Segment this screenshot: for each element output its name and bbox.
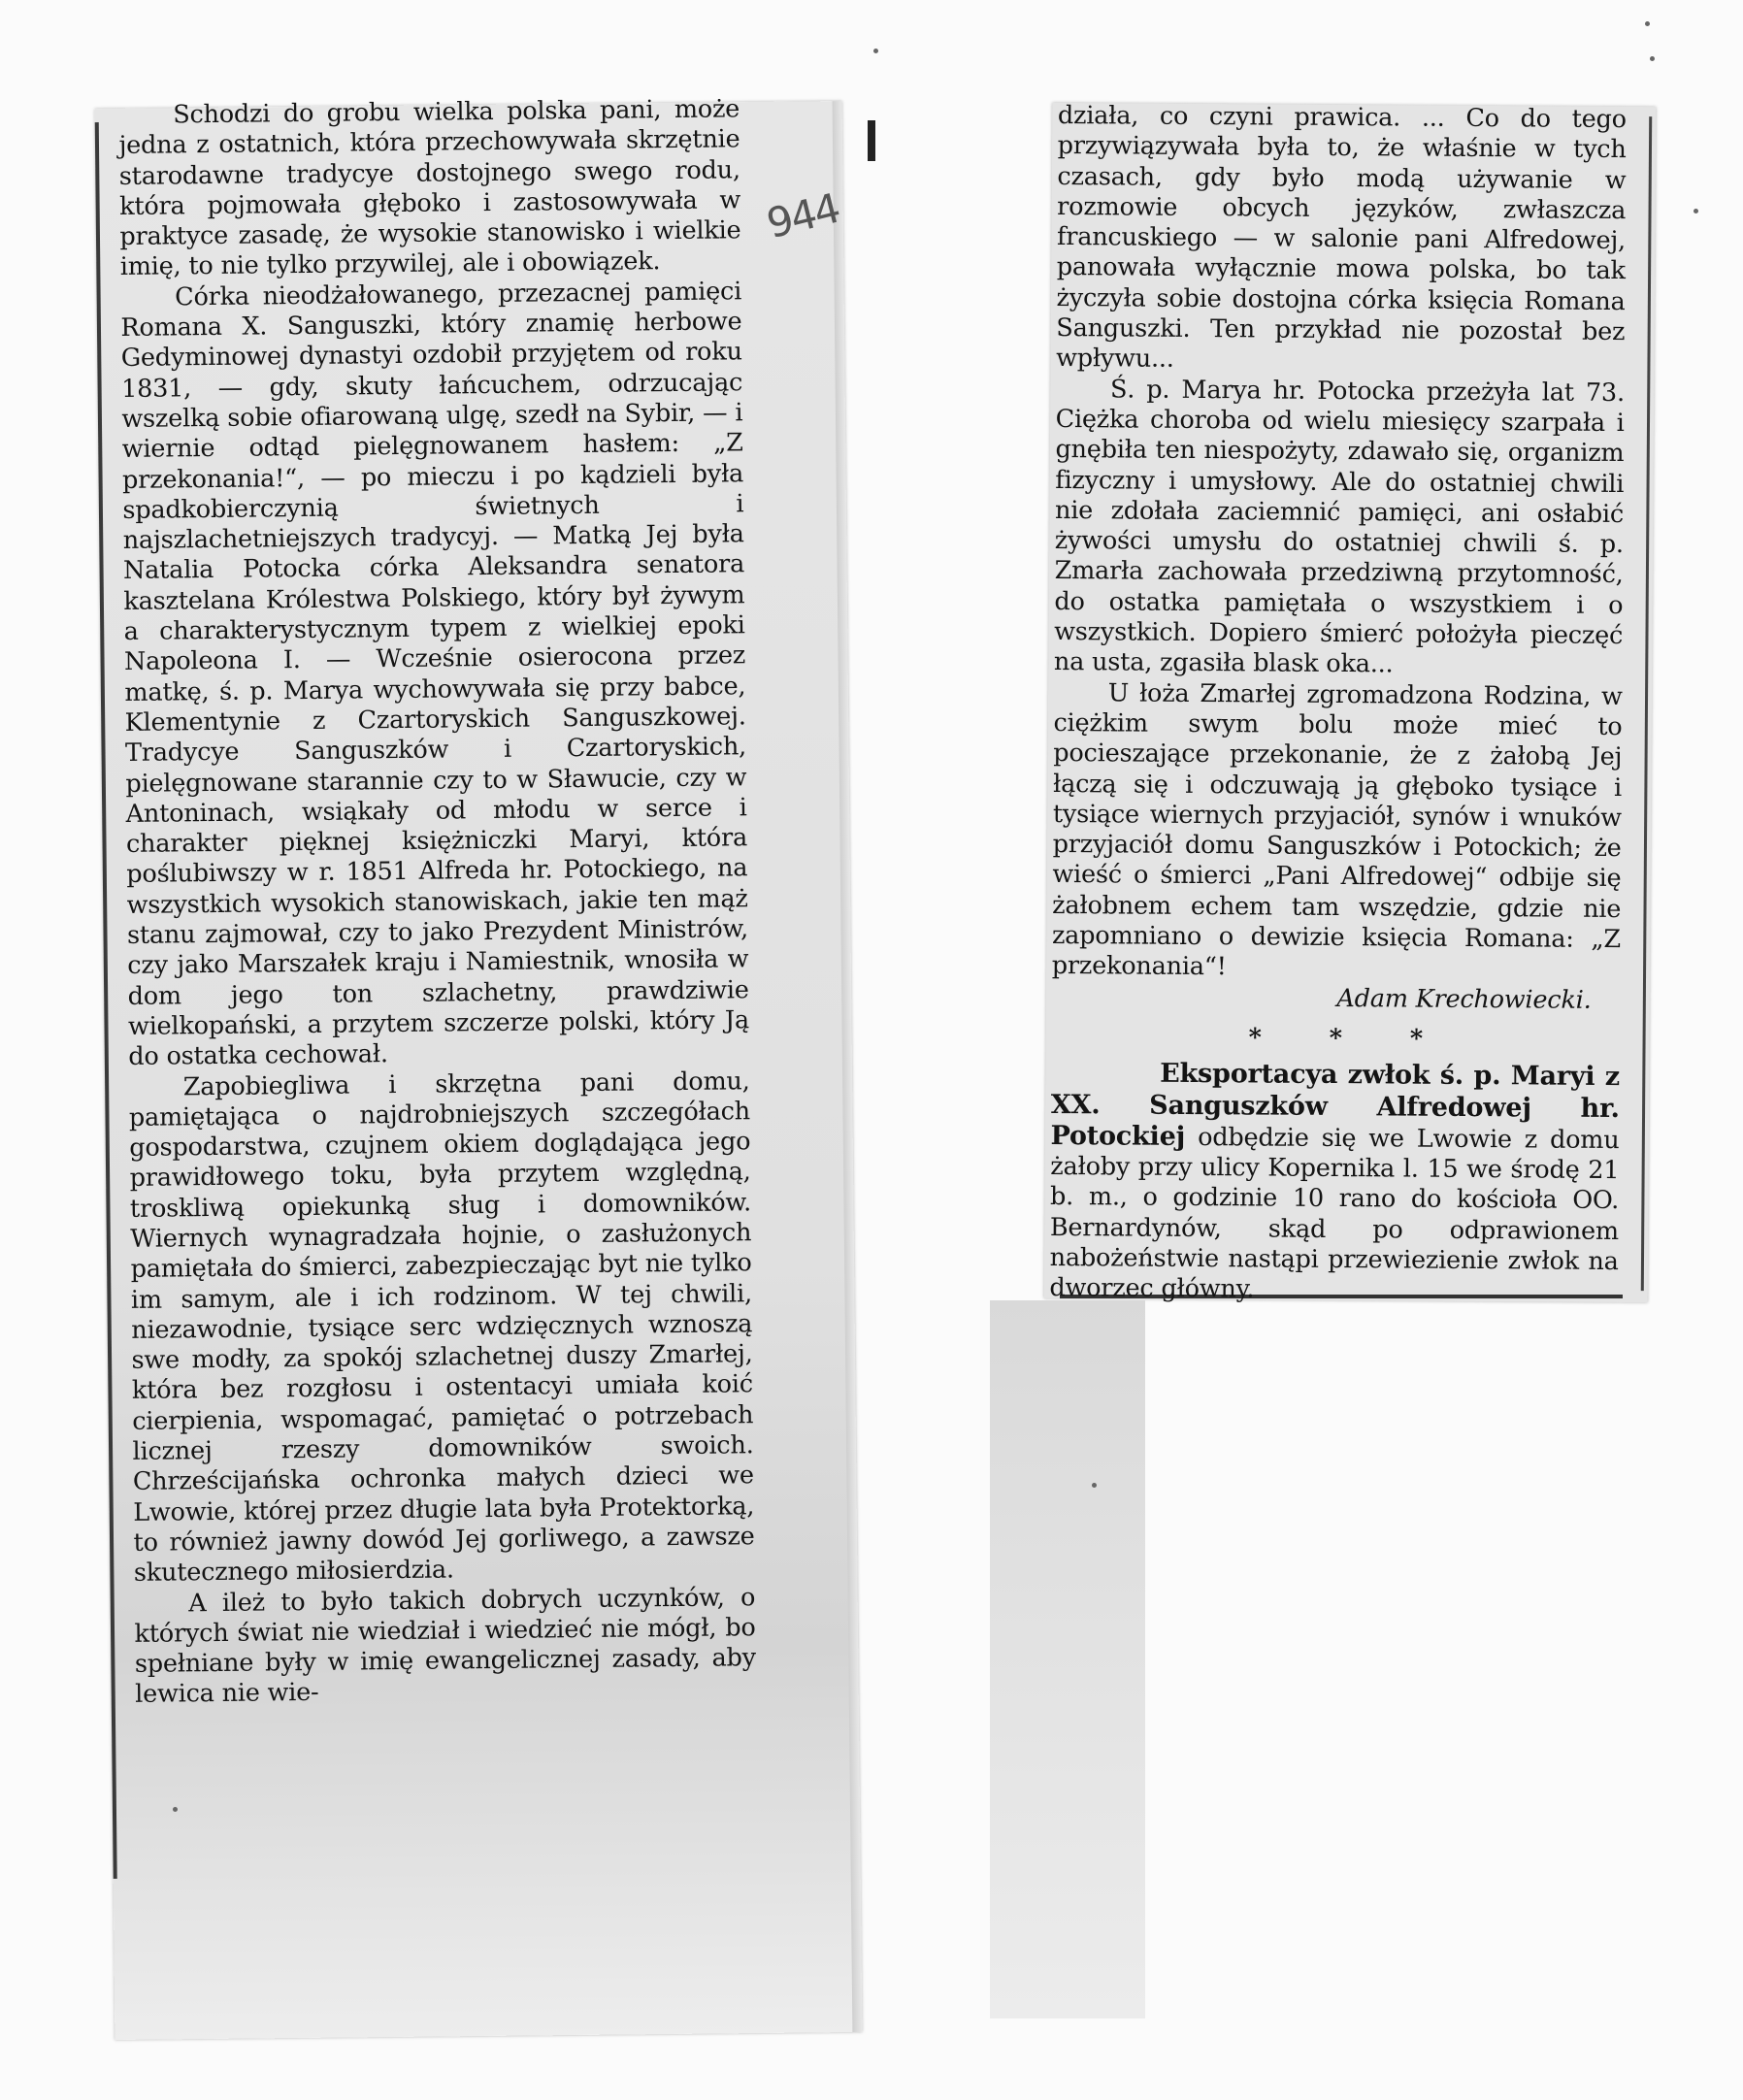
handwritten-number: 944 — [762, 183, 843, 248]
clipping-strip — [990, 1300, 1145, 2018]
star: * — [1248, 1023, 1262, 1053]
dust-speck — [1650, 56, 1655, 61]
fold-line — [833, 101, 863, 2032]
dust-speck — [1645, 21, 1650, 26]
notice-headline: Eksportacya zwłok ś. p. Maryi z XX. Sanguszków Alfredowej hr. Potockiej — [1050, 1058, 1621, 1152]
dust-speck — [873, 49, 878, 53]
fold-mark — [868, 120, 875, 161]
star: * — [1329, 1023, 1342, 1053]
right-text-column — [1049, 101, 1627, 1308]
dust-speck — [173, 1807, 178, 1812]
paragraph: Zapobiegliwa i skrzętna pani domu, pamiętająca o najdrobniejszych szczegółach gospodarstwa, czujnem okiem doglądająca jego prawidłowego toku, była przytem względną, troskliwą opiekunką sług i domowników. Wiernych wynagradzała hojnie, o zasłużonych pamiętała do śmierci, zabezpieczając byt nie tylko im samym, ale i ich rodzinom. W tej chwili, niezawodnie, tysiące serc wdzięcznych wznoszą swe modły, za spokój szlachetnej duszy Zmarłej, która bez rozgłosu i ostentacyi umiała koić cierpienia, wspomagać, pamiętać o potrzebach licznej rzeszy domowników swoich. Chrześcijańska ochronka małych dzieci we Lwowie, której przez długie lata była Protektorką, to również jawny dowód Jej gorliwego, a zawsze skutecznego miłosierdzia. — [128, 1066, 755, 1589]
paragraph: U łoża Zmarłej zgromadzona Rodzina, w ciężkim swym bolu może mieć to pocieszające przekonanie, że z żałobą Jej łączą się i odczuwają ją głęboko tysiące i tysiące wiernych przyjaciół, synów i wnuków przyjaciół domu Sanguszków i Potockich; że wieść o śmierci „Pani Alfredowej“ odbije się żałobnem echem tam wszędzie, gdzie nie zapomniano o dewizie księcia Romana: „Z przekonania“! — [1051, 678, 1623, 982]
paragraph: działa, co czyni prawica. ... Co do tego przywiązywała była to, że właśnie w tych czasach, gdy było modą używanie w rozmowie obcych języków, zwłaszcza francuskiego — w salonie pani Alfredowej, panowała wyłącznie mowa polska, bo tak życzyła sobie dostojna córka księcia Romana Sanguszki. Ten przykład nie pozostał bez wpływu... — [1056, 101, 1627, 375]
dust-speck — [1694, 209, 1698, 213]
star: * — [1409, 1024, 1424, 1054]
paragraph: Córka nieodżałowanego, przezacnej pamięci Romana X. Sanguszki, który znamię herbowe Gedyminowej dynastyi ozdobił przyjętem od roku 1831, — gdy, skuty łańcuchem, odrzucając wszelką sobie ofiarowaną ulgę, szedł na Sybir, — i wiernie odtąd pielęgnowanem hasłem: „Z przekonania!“, — po mieczu i po kądzieli była spadkobierczynią świetnych i najszlachetniejszych tradycyj. — Matką Jej była Natalia Potocka córka Aleksandra senatora kasztelana Królestwa Polskiego, który był żywym a charakterystycznym typem z wielkiej epoki Napoleona I. — Wcześnie osierocona przez matkę, ś. p. Marya wychowywała się przy babce, Klementynie z Czartoryskich Sanguszkowej. Tradycye Sanguszków i Czartoryskich, pielęgnowane starannie czy to w Sławucie, czy w Antoninach, wsiąkały od młodu w serce i charakter pięknej księżniczki Maryi, która poślubiwszy w r. 1851 Alfreda hr. Potockiego, na wszystkich wysokich stanowiskach, jakie ten mąż stanu zajmował, czy to jako Prezydent Ministrów, czy jako Marszałek kraju i Namiestnik, wnosiła w dom jego ton szlachetny, prawdziwie wielkopański, a przytem szczerze polski, który Ją do ostatka cechował. — [120, 277, 750, 1072]
author-signature: Adam Krechowiecki. — [1336, 983, 1592, 1015]
notice-body: odbędzie się we Lwowie z domu żałoby przy ulicy Kopernika l. 15 we środę 21 b. m., o godzinie 10 rano do kościoła OO. Bernardynów, skąd po odprawionem nabożeństwie nastąpi przewiezienie zwłok na dworzec główny. — [1049, 1122, 1620, 1304]
section-separator — [1051, 1022, 1620, 1056]
funeral-notice — [1049, 1058, 1620, 1307]
column-rule-right — [1641, 116, 1652, 1291]
paragraph: A ileż to było takich dobrych uczynków, o których świat nie wiedział i wiedzieć nie mógł, bo spełniane były w imię ewangelicznej zasady, aby lewica nie wie- — [134, 1582, 756, 1710]
paragraph: Ś. p. Marya hr. Potocka przeżyła lat 73. Ciężka choroba od wielu miesięcy szarpała i gnębiła ten niespożyty, zdawało się, organizm fizyczny i umysłowy. Ale do ostatniej chwili nie zdołała zaciemnić pamięci, ani osłabić żywości umysłu do ostatniej chwili ś. p. Zmarła zachowała przedziwną przytomność, do ostatka pamiętała o wszystkiem i o wszystkich. Dopiero śmierć położyła pieczęć na usta, zgasiła blask oka... — [1053, 375, 1626, 679]
left-text-column — [118, 94, 756, 1710]
dust-speck — [1092, 1483, 1097, 1488]
column-rule — [95, 122, 117, 1879]
paragraph: Schodzi do grobu wielka polska pani, może jedna z ostatnich, która przechowywała skrzętnie starodawne tradycye dostojnego swego rodu, która pojmowała głęboko i zastosowywała w praktyce zasadę, że wysokie stanowisko i wielkie imię, to nie tylko przywilej, ale i obowiązek. — [118, 94, 741, 282]
